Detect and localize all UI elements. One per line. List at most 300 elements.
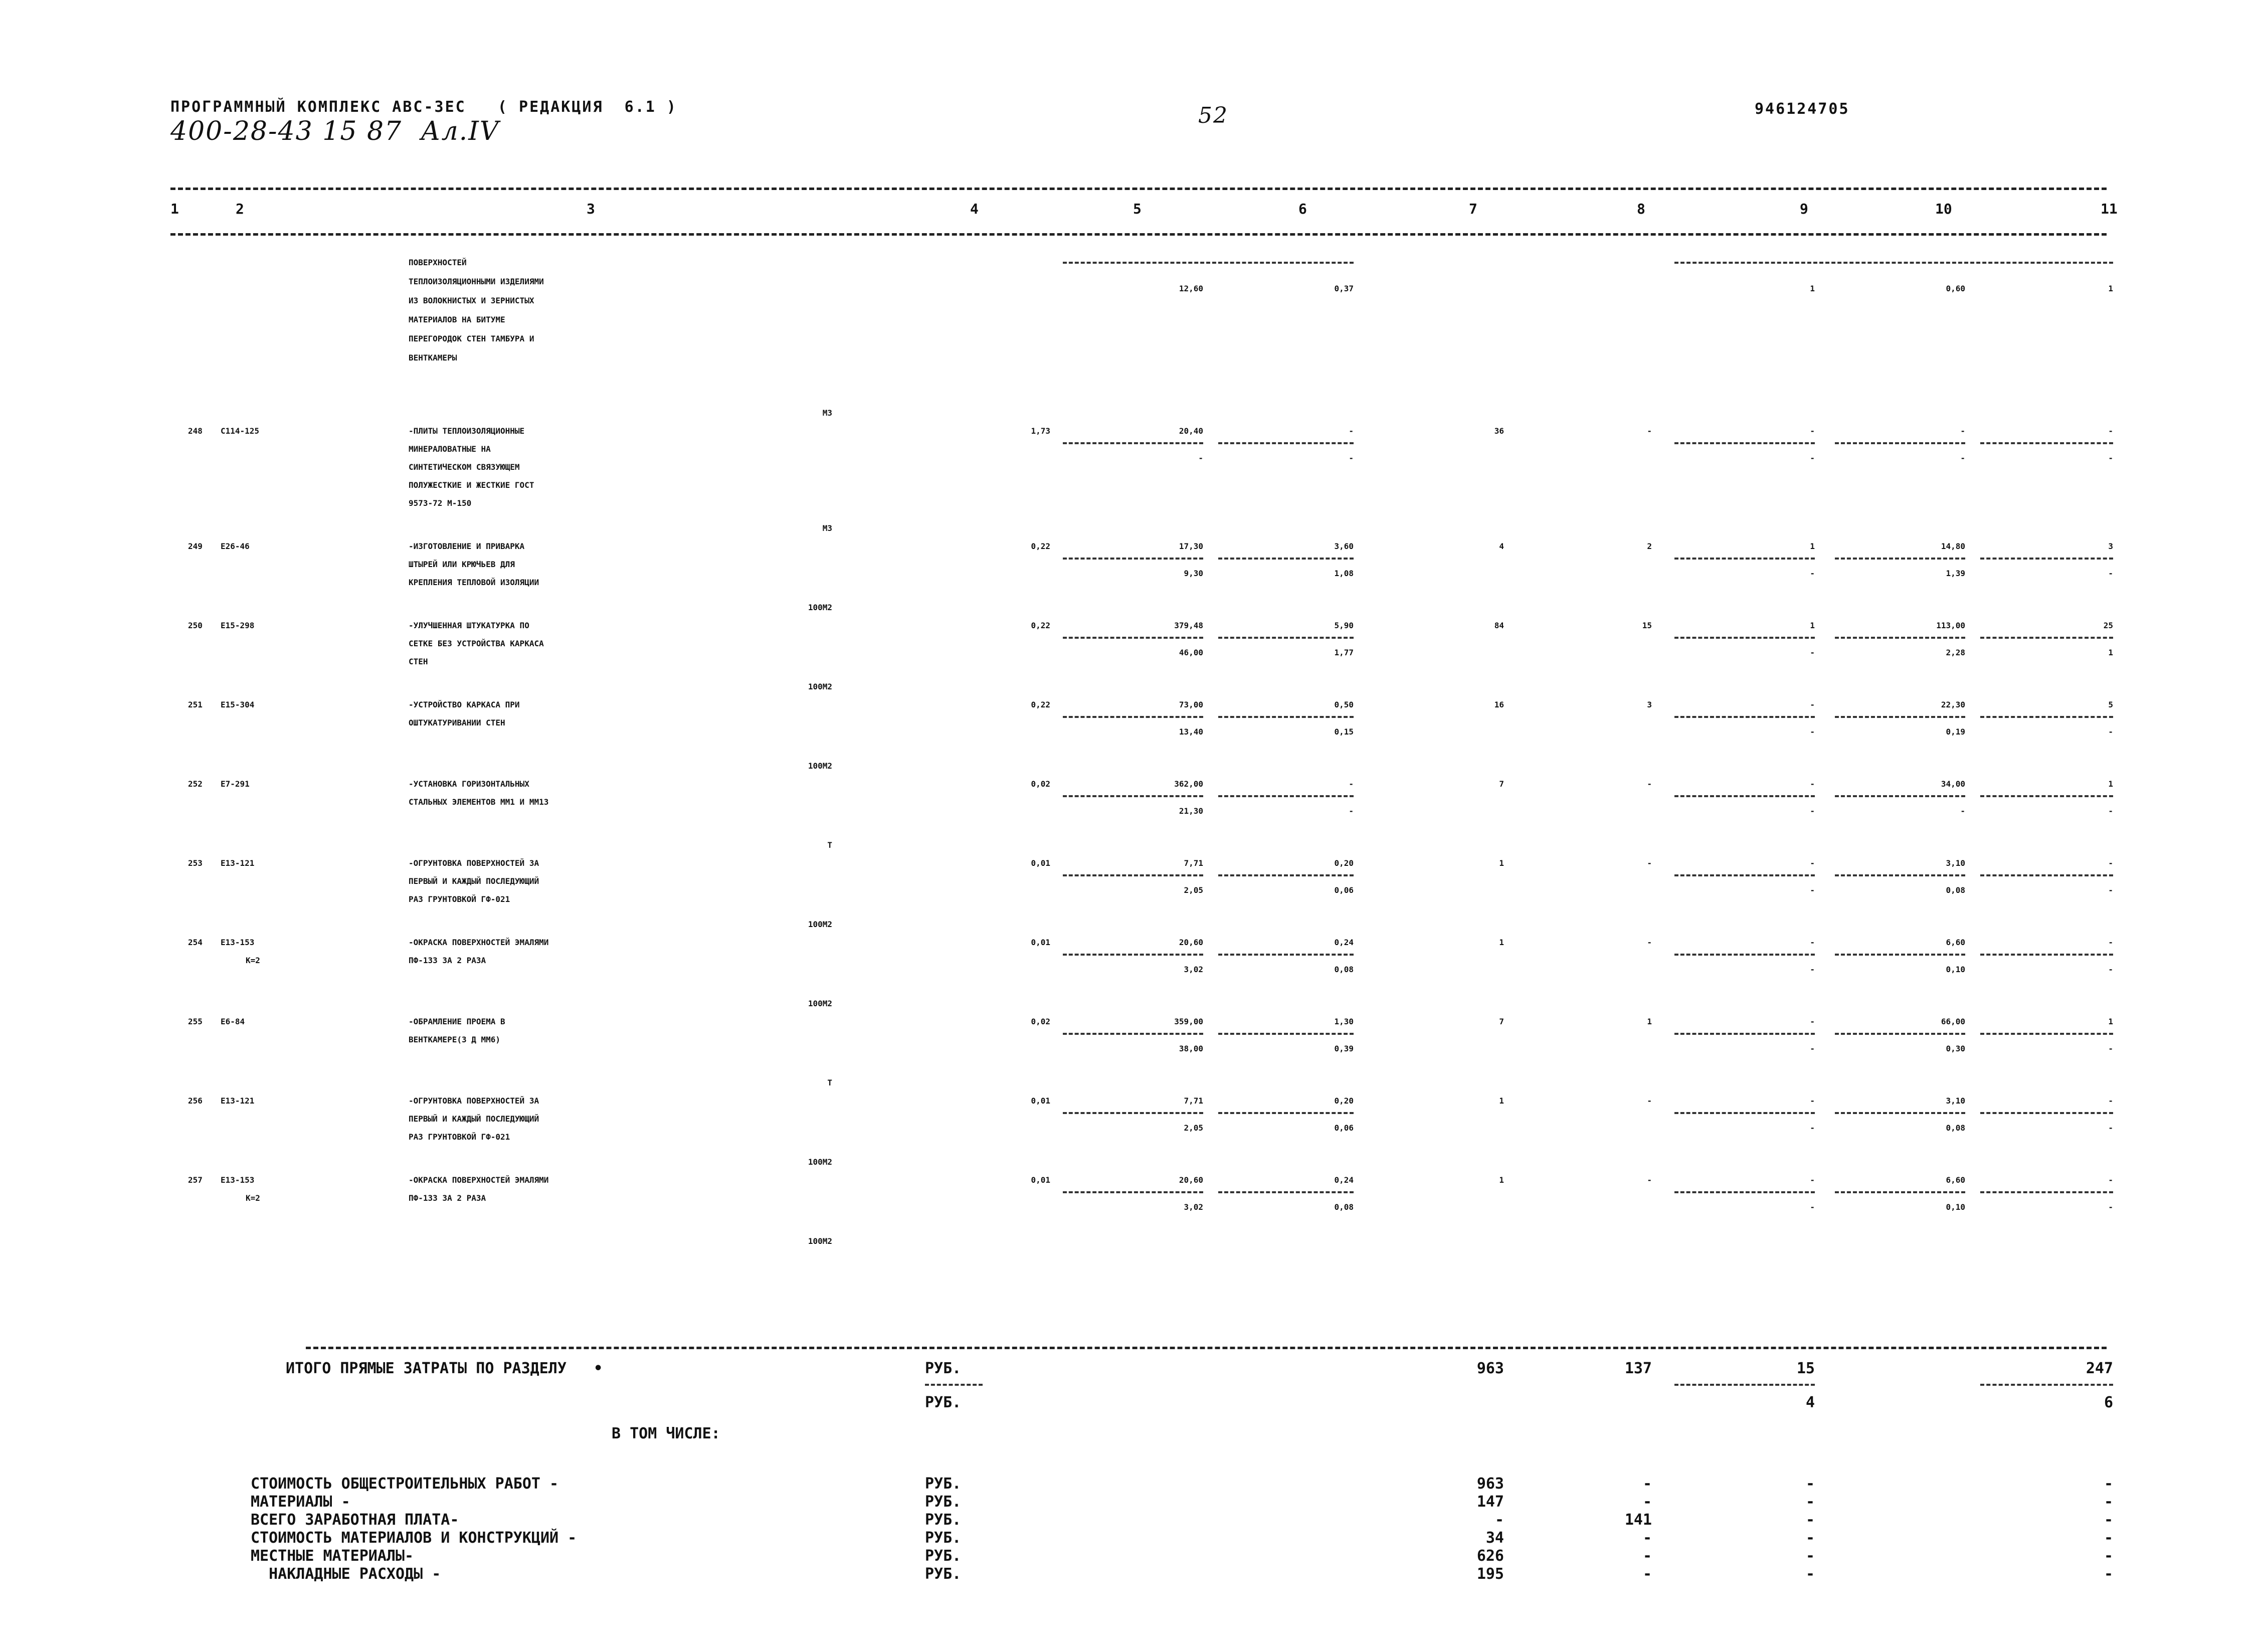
row-value-8: 15 [1642, 621, 1652, 630]
row-description-line: -ПЛИТЫ ТЕПЛОИЗОЛЯЦИОННЫЕ [409, 426, 525, 436]
row-value-7: 16 [1494, 700, 1504, 709]
value-separator [1218, 874, 1354, 876]
row-value-6: 5,90 [1334, 621, 1354, 630]
row-code: Е13-153 [221, 938, 255, 947]
value-separator [1980, 442, 2113, 444]
row-value-11: 5 [2108, 700, 2113, 709]
row-value-11: - [2108, 858, 2113, 868]
intro-value-11: 1 [2108, 284, 2113, 293]
row-unit: 100М2 [808, 999, 832, 1008]
summary-label: МЕСТНЫЕ МАТЕРИАЛЫ- [251, 1547, 414, 1565]
row-number: 252 [188, 779, 203, 789]
summary-value-8: - [1642, 1547, 1652, 1565]
totals-separator [1980, 1384, 2113, 1386]
row-value-9-lower: - [1810, 648, 1815, 657]
value-separator [1218, 1112, 1354, 1114]
row-description-line: СТАЛЬНЫХ ЭЛЕМЕНТОВ ММ1 И ММ13 [409, 797, 549, 807]
row-value-10: 34,00 [1941, 779, 1965, 789]
row-value-9: - [1810, 779, 1815, 789]
row-unit: 100М2 [808, 1157, 832, 1167]
row-value-7: 1 [1499, 858, 1504, 868]
row-value-6: 3,60 [1334, 541, 1354, 551]
row-number: 251 [188, 700, 203, 709]
row-value-6: 0,24 [1334, 1175, 1354, 1185]
value-separator [1218, 1033, 1354, 1035]
value-separator [1218, 558, 1354, 560]
row-value-11-lower: - [2108, 1044, 2113, 1053]
row-code-coefficient: К=2 [246, 1193, 260, 1203]
row-value-6-lower: 0,06 [1334, 1123, 1354, 1133]
value-separator [1980, 874, 2113, 876]
summary-currency: РУБ. [925, 1529, 962, 1547]
summary-label: СТОИМОСТЬ ОБЩЕСТРОИТЕЛЬНЫХ РАБОТ - [251, 1475, 559, 1493]
value-separator [1980, 1191, 2113, 1193]
row-value-11: 1 [2108, 1017, 2113, 1026]
row-value-6-lower: - [1349, 453, 1354, 463]
row-value-11-lower: 1 [2108, 648, 2113, 657]
row-value-10: 3,10 [1946, 858, 1965, 868]
row-value-10: 22,30 [1941, 700, 1965, 709]
value-separator [1674, 1191, 1815, 1193]
value-separator [1980, 1112, 2113, 1114]
totals-currency: РУБ. [925, 1360, 962, 1377]
row-value-7: 1 [1499, 1175, 1504, 1185]
row-value-8: - [1647, 779, 1652, 789]
row-description-line: ПЕРВЫЙ И КАЖДЫЙ ПОСЛЕДУЮЩИЙ [409, 876, 539, 886]
row-code: Е26-46 [221, 541, 250, 551]
row-value-5: 359,00 [1174, 1017, 1203, 1026]
value-separator [1674, 1033, 1815, 1035]
value-separator [1218, 1191, 1354, 1193]
row-value-5-lower: 2,05 [1184, 885, 1203, 895]
row-description-line: ОШТУКАТУРИВАНИИ СТЕН [409, 718, 505, 727]
row-value-9-lower: - [1810, 569, 1815, 578]
summary-value-9: - [1805, 1529, 1815, 1547]
row-value-9: - [1810, 1096, 1815, 1106]
row-description-line: -УСТРОЙСТВО КАРКАСА ПРИ [409, 700, 520, 709]
value-separator [1063, 874, 1203, 876]
row-unit: 100М2 [808, 682, 832, 691]
summary-value-7: 195 [1476, 1565, 1504, 1583]
row-description-line: -ИЗГОТОВЛЕНИЕ И ПРИВАРКА [409, 541, 525, 551]
summary-value-7: 963 [1476, 1475, 1504, 1493]
value-separator [1835, 954, 1965, 956]
row-description-line: -ОКРАСКА ПОВЕРХНОСТЕЙ ЭМАЛЯМИ [409, 938, 549, 947]
summary-currency: РУБ. [925, 1511, 962, 1529]
value-separator [1980, 716, 2113, 718]
row-value-10-lower: 0,10 [1946, 1202, 1965, 1212]
totals-separator [1674, 1384, 1815, 1386]
value-separator [1980, 795, 2113, 797]
row-code-coefficient: К=2 [246, 956, 260, 965]
value-separator [1063, 1112, 1203, 1114]
row-value-4: 0,01 [1031, 1096, 1050, 1106]
row-value-6-lower: 0,06 [1334, 885, 1354, 895]
row-number: 250 [188, 621, 203, 630]
row-unit: М3 [822, 523, 832, 533]
row-value-6: 0,20 [1334, 1096, 1354, 1106]
value-separator [1835, 558, 1965, 560]
row-value-10-lower: - [1960, 806, 1965, 816]
value-separator [1063, 795, 1203, 797]
row-value-11-lower: - [2108, 965, 2113, 974]
row-value-10: 3,10 [1946, 1096, 1965, 1106]
row-value-5-lower: 46,00 [1179, 648, 1203, 657]
row-value-5-lower: 3,02 [1184, 965, 1203, 974]
column-header-8: 8 [1637, 201, 1645, 217]
row-value-7: 1 [1499, 1096, 1504, 1106]
row-value-4: 0,01 [1031, 938, 1050, 947]
column-header-10: 10 [1935, 201, 1952, 217]
row-value-10-lower: - [1960, 453, 1965, 463]
value-separator [1218, 954, 1354, 956]
summary-value-8: - [1642, 1475, 1652, 1493]
row-value-10: 113,00 [1936, 621, 1965, 630]
row-value-4: 0,02 [1031, 1017, 1050, 1026]
value-separator [1674, 954, 1815, 956]
row-value-9: 1 [1810, 621, 1815, 630]
row-value-8: - [1647, 1096, 1652, 1106]
summary-label: ВСЕГО ЗАРАБОТНАЯ ПЛАТА- [251, 1511, 459, 1529]
row-value-8: 3 [1647, 700, 1652, 709]
row-value-6: - [1349, 779, 1354, 789]
row-value-11: - [2108, 426, 2113, 436]
intro-line: ПЕРЕГОРОДОК СТЕН ТАМБУРА И [409, 334, 534, 343]
row-code: С114-125 [221, 426, 260, 436]
value-separator [1980, 637, 2113, 639]
row-description-line: -ОБРАМЛЕНИЕ ПРОЕМА В [409, 1017, 505, 1026]
row-value-11: - [2108, 1175, 2113, 1185]
row-value-6: 0,50 [1334, 700, 1354, 709]
column-header-1: 1 [170, 201, 179, 217]
row-value-9-lower: - [1810, 1044, 1815, 1053]
value-separator [1063, 1033, 1203, 1035]
value-separator [1835, 637, 1965, 639]
row-value-4: 0,02 [1031, 779, 1050, 789]
row-value-11-lower: - [2108, 1202, 2113, 1212]
row-value-4: 0,01 [1031, 1175, 1050, 1185]
summary-value-9: - [1805, 1547, 1815, 1565]
summary-value-7: 34 [1485, 1529, 1504, 1547]
row-value-7: 4 [1499, 541, 1504, 551]
row-value-10-lower: 0,08 [1946, 1123, 1965, 1133]
row-value-8: 2 [1647, 541, 1652, 551]
row-value-4: 0,22 [1031, 700, 1050, 709]
row-value-6-lower: 0,15 [1334, 727, 1354, 737]
row-value-5-lower: 13,40 [1179, 727, 1203, 737]
value-separator [1674, 795, 1815, 797]
row-value-11: - [2108, 938, 2113, 947]
row-value-6: 0,20 [1334, 858, 1354, 868]
row-description-line: КРЕПЛЕНИЯ ТЕПЛОВОЙ ИЗОЛЯЦИИ [409, 578, 539, 587]
summary-label: СТОИМОСТЬ МАТЕРИАЛОВ И КОНСТРУКЦИЙ - [251, 1529, 577, 1547]
value-separator [1674, 1112, 1815, 1114]
row-value-11-lower: - [2108, 453, 2113, 463]
row-value-10: 6,60 [1946, 938, 1965, 947]
value-separator [1835, 795, 1965, 797]
value-separator [1835, 874, 1965, 876]
row-value-5: 7,71 [1184, 1096, 1203, 1106]
row-value-11: - [2108, 1096, 2113, 1106]
row-value-10-lower: 0,30 [1946, 1044, 1965, 1053]
column-header-3: 3 [587, 201, 595, 217]
intro-line: ПОВЕРХНОСТЕЙ [409, 258, 467, 267]
summary-currency: РУБ. [925, 1547, 962, 1565]
summary-currency: РУБ. [925, 1565, 962, 1583]
row-value-8: - [1647, 1175, 1652, 1185]
summary-value-11: - [2104, 1547, 2113, 1565]
summary-value-9: - [1805, 1511, 1815, 1529]
row-value-6-lower: - [1349, 806, 1354, 816]
row-description-line: -УСТАНОВКА ГОРИЗОНТАЛЬНЫХ [409, 779, 529, 789]
intro-line: ИЗ ВОЛОКНИСТЫХ И ЗЕРНИСТЫХ [409, 296, 534, 305]
row-description-line: ВЕНТКАМЕРЕ(3 Д ММ6) [409, 1035, 501, 1044]
totals-value-11: 247 [2086, 1360, 2113, 1377]
value-separator [1063, 954, 1203, 956]
totals-value-8: 137 [1624, 1360, 1652, 1377]
intro-value-6: 0,37 [1334, 284, 1354, 293]
row-description-line: МИНЕРАЛОВАТНЫЕ НА [409, 444, 491, 454]
row-value-5: 20,60 [1179, 1175, 1203, 1185]
row-number: 249 [188, 541, 203, 551]
value-separator [1835, 1033, 1965, 1035]
value-separator [1218, 442, 1354, 444]
row-description-line: ПЕРВЫЙ И КАЖДЫЙ ПОСЛЕДУЮЩИЙ [409, 1114, 539, 1124]
row-value-11: 3 [2108, 541, 2113, 551]
summary-currency: РУБ. [925, 1475, 962, 1493]
summary-value-11: - [2104, 1529, 2113, 1547]
totals-value-9-lower: 4 [1805, 1394, 1815, 1411]
summary-currency: РУБ. [925, 1493, 962, 1511]
totals-label: ИТОГО ПРЯМЫЕ ЗАТРАТЫ ПО РАЗДЕЛУ • [286, 1360, 603, 1377]
summary-value-7: 147 [1476, 1493, 1504, 1511]
row-value-5-lower: 38,00 [1179, 1044, 1203, 1053]
row-value-5: 17,30 [1179, 541, 1203, 551]
final-unit: 100М2 [808, 1236, 832, 1246]
row-value-6-lower: 0,39 [1334, 1044, 1354, 1053]
column-header-5: 5 [1133, 201, 1142, 217]
row-description-line: ПФ-133 ЗА 2 РАЗА [409, 956, 486, 965]
row-value-10: 6,60 [1946, 1175, 1965, 1185]
row-value-7: 36 [1494, 426, 1504, 436]
row-value-4: 0,01 [1031, 858, 1050, 868]
program-title: ПРОГРАММНЫЙ КОМПЛЕКС АВС-3ЕС ( РЕДАКЦИЯ 6.1 ) [170, 98, 677, 116]
value-separator [1218, 716, 1354, 718]
row-value-5: 379,48 [1174, 621, 1203, 630]
row-value-5-lower: 9,30 [1184, 569, 1203, 578]
row-number: 255 [188, 1017, 203, 1026]
row-unit: 100М2 [808, 761, 832, 771]
row-value-5: 7,71 [1184, 858, 1203, 868]
column-header-11: 11 [2101, 201, 2118, 217]
row-value-10-lower: 0,08 [1946, 885, 1965, 895]
row-description-line: СТЕН [409, 657, 428, 666]
summary-label: МАТЕРИАЛЫ - [251, 1493, 350, 1511]
value-separator [1980, 558, 2113, 560]
value-separator [1835, 716, 1965, 718]
row-value-9: 1 [1810, 541, 1815, 551]
row-value-9: - [1810, 1175, 1815, 1185]
row-value-9-lower: - [1810, 727, 1815, 737]
row-unit: Т [827, 840, 832, 850]
summary-value-9: - [1805, 1475, 1815, 1493]
column-header-2: 2 [236, 201, 244, 217]
page-number: 52 [1198, 103, 1228, 128]
row-value-11-lower: - [2108, 569, 2113, 578]
row-description-line: ШТЫРЕЙ ИЛИ КРЮЧЬЕВ ДЛЯ [409, 560, 515, 569]
value-separator [1674, 442, 1815, 444]
row-value-9-lower: - [1810, 1202, 1815, 1212]
totals-separator [925, 1384, 983, 1386]
row-value-4: 0,22 [1031, 541, 1050, 551]
summary-value-11: - [2104, 1565, 2113, 1583]
totals-value-9: 15 [1796, 1360, 1815, 1377]
row-code: Е13-121 [221, 1096, 255, 1106]
row-description-line: -ОГРУНТОВКА ПОВЕРХНОСТЕЙ ЗА [409, 1096, 539, 1106]
row-unit: 100М2 [808, 920, 832, 929]
intro-value-5: 12,60 [1179, 284, 1203, 293]
row-number: 248 [188, 426, 203, 436]
row-value-4: 0,22 [1031, 621, 1050, 630]
row-number: 257 [188, 1175, 203, 1185]
row-description-line: -ОКРАСКА ПОВЕРХНОСТЕЙ ЭМАЛЯМИ [409, 1175, 549, 1185]
row-code: Е13-153 [221, 1175, 255, 1185]
row-code: Е15-304 [221, 700, 255, 709]
row-value-11: 1 [2108, 779, 2113, 789]
row-value-9: - [1810, 700, 1815, 709]
row-value-6-lower: 0,08 [1334, 1202, 1354, 1212]
intro-value-10: 0,60 [1946, 284, 1965, 293]
row-value-6-lower: 1,08 [1334, 569, 1354, 578]
row-value-5: 20,60 [1179, 938, 1203, 947]
row-description-line: 9573-72 М-150 [409, 498, 472, 508]
row-value-9-lower: - [1810, 885, 1815, 895]
summary-value-8: 141 [1624, 1511, 1652, 1529]
row-value-6-lower: 1,77 [1334, 648, 1354, 657]
value-separator [1063, 558, 1203, 560]
summary-value-8: - [1642, 1565, 1652, 1583]
row-code: Е7-291 [221, 779, 250, 789]
row-code: Е13-121 [221, 858, 255, 868]
row-description-line: РАЗ ГРУНТОВКОЙ ГФ-021 [409, 894, 510, 904]
value-separator [1063, 1191, 1203, 1193]
row-value-6: 0,24 [1334, 938, 1354, 947]
row-value-11-lower: - [2108, 806, 2113, 816]
value-separator [1835, 1191, 1965, 1193]
row-value-10: 66,00 [1941, 1017, 1965, 1026]
row-value-9: - [1810, 858, 1815, 868]
row-value-11-lower: - [2108, 1123, 2113, 1133]
row-value-9-lower: - [1810, 1123, 1815, 1133]
row-value-5-lower: 2,05 [1184, 1123, 1203, 1133]
summary-value-11: - [2104, 1475, 2113, 1493]
column-header-6: 6 [1298, 201, 1307, 217]
row-value-5: 73,00 [1179, 700, 1203, 709]
row-description-line: -УЛУЧШЕННАЯ ШТУКАТУРКА ПО [409, 621, 529, 630]
summary-value-11: - [2104, 1493, 2113, 1511]
row-value-10: - [1960, 426, 1965, 436]
value-separator [1835, 1112, 1965, 1114]
value-separator [1063, 442, 1203, 444]
row-description-line: ПОЛУЖЕСТКИЕ И ЖЕСТКИЕ ГОСТ [409, 480, 534, 490]
row-description-line: -ОГРУНТОВКА ПОВЕРХНОСТЕЙ ЗА [409, 858, 539, 868]
summary-value-8: - [1642, 1529, 1652, 1547]
value-separator [1674, 637, 1815, 639]
handwritten-project-code: 400-28-43 15 87 Ал.IV [170, 116, 500, 146]
row-description-line: СЕТКЕ БЕЗ УСТРОЙСТВА КАРКАСА [409, 639, 544, 648]
totals-value-11-lower: 6 [2104, 1394, 2113, 1411]
row-value-5-lower: 3,02 [1184, 1202, 1203, 1212]
value-separator [1674, 874, 1815, 876]
column-header-7: 7 [1469, 201, 1477, 217]
row-value-8: - [1647, 858, 1652, 868]
summary-value-9: - [1805, 1565, 1815, 1583]
value-separator [1835, 442, 1965, 444]
header-rule-bottom [170, 233, 2107, 236]
intro-separator [1674, 262, 2113, 264]
row-value-10-lower: 2,28 [1946, 648, 1965, 657]
totals-value-7: 963 [1476, 1360, 1504, 1377]
row-value-6: - [1349, 426, 1354, 436]
row-value-5: 362,00 [1174, 779, 1203, 789]
row-description-line: РАЗ ГРУНТОВКОЙ ГФ-021 [409, 1132, 510, 1142]
intro-separator [1063, 262, 1354, 264]
row-value-9-lower: - [1810, 453, 1815, 463]
row-value-4: 1,73 [1031, 426, 1050, 436]
column-header-4: 4 [970, 201, 979, 217]
row-number: 256 [188, 1096, 203, 1106]
row-value-10-lower: 0,19 [1946, 727, 1965, 737]
row-value-9: - [1810, 426, 1815, 436]
row-value-5-lower: 21,30 [1179, 806, 1203, 816]
row-code: Е15-298 [221, 621, 255, 630]
row-value-6-lower: 0,08 [1334, 965, 1354, 974]
row-value-9: - [1810, 938, 1815, 947]
row-value-7: 7 [1499, 779, 1504, 789]
value-separator [1674, 716, 1815, 718]
row-value-8: - [1647, 938, 1652, 947]
row-value-7: 84 [1494, 621, 1504, 630]
value-separator [1980, 954, 2113, 956]
row-value-10: 14,80 [1941, 541, 1965, 551]
intro-value-9: 1 [1810, 284, 1815, 293]
summary-value-7: 626 [1476, 1547, 1504, 1565]
totals-rule [306, 1347, 2107, 1349]
row-value-8: 1 [1647, 1017, 1652, 1026]
column-header-9: 9 [1800, 201, 1808, 217]
value-separator [1980, 1033, 2113, 1035]
intro-line: МАТЕРИАЛОВ НА БИТУМЕ [409, 315, 505, 324]
row-value-5-lower: - [1198, 453, 1203, 463]
summary-label: НАКЛАДНЫЕ РАСХОДЫ - [251, 1565, 441, 1583]
summary-value-11: - [2104, 1511, 2113, 1529]
summary-value-8: - [1642, 1493, 1652, 1511]
row-value-7: 7 [1499, 1017, 1504, 1026]
row-unit: Т [827, 1078, 832, 1087]
row-code: Е6-84 [221, 1017, 245, 1026]
row-value-10-lower: 1,39 [1946, 569, 1965, 578]
row-value-7: 1 [1499, 938, 1504, 947]
row-unit: М3 [822, 408, 832, 418]
row-unit: 100М2 [808, 603, 832, 612]
value-separator [1674, 558, 1815, 560]
row-number: 254 [188, 938, 203, 947]
row-value-11-lower: - [2108, 727, 2113, 737]
value-separator [1063, 637, 1203, 639]
summary-value-7: - [1494, 1511, 1504, 1529]
intro-line: ТЕПЛОИЗОЛЯЦИОННЫМИ ИЗДЕЛИЯМИ [409, 277, 544, 286]
row-value-8: - [1647, 426, 1652, 436]
